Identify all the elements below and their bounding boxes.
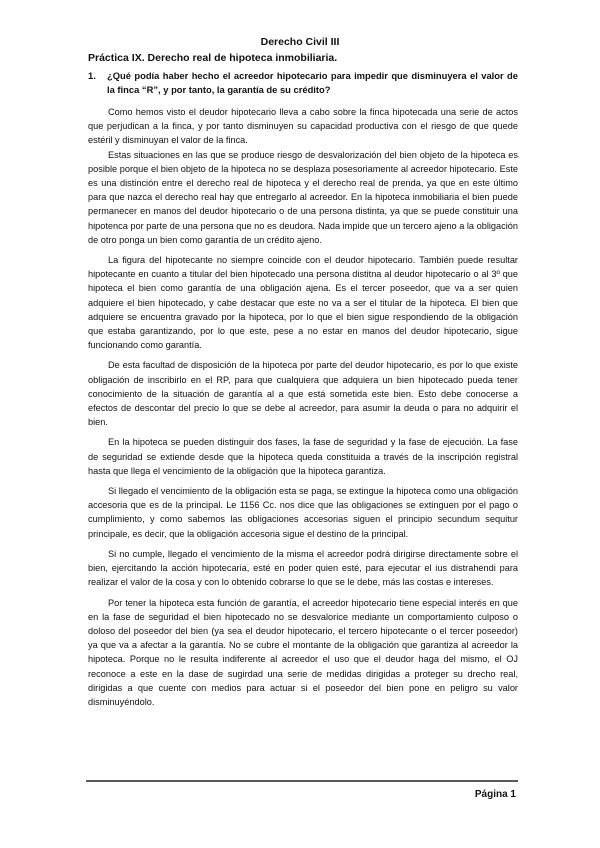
paragraph: Por tener la hipoteca esta función de garantía, el acreedor hipotecario tiene especial interés en que en la fase de seguridad el bien hipotecado no se desvalorice mediante un comportamiento culposo o doloso del poseedor del bien (ya sea el deudor hipotecario, el tercero hipotecante o el tercer poseedor) ya que va a afectar a la garantía. No se cubre el montante de la obligación que garantiza al acreedor la hipoteca. Porque no le resulta indiferente al acreedor el uso que el deudor haga del mismo, el OJ reconoce a este en la dase de sugirdad una serie de medidas dirigidas a proteger su drecho real, dirigidas a que cuente con medios para actuar si el poseedor del bien pone en peligro su valor disminuyéndolo.: [88, 597, 518, 707]
paragraph: De esta facultad de disposición de la hipoteca por parte del deudor hipotecario, es por lo que existe obligación de inscribirlo en el RP, para que cualquiera que adquiera un bien hipotecado pueda tener conocimiento de la situación de garantía al a que está sometida este bien. Esto debe conocerse a efectos de descontar del precio lo que se debe al acreedor, para asumir la deuda o para no adquirir el bien.: [88, 360, 518, 428]
practice-title: Práctica IX. Derecho real de hipoteca inmobiliaria.: [88, 52, 338, 64]
paragraph: La figura del hipotecante no siempre coincide con el deudor hipotecario. También puede resultar hipotecante en cuanto a titular del bien hipotecado una persona distitna al deudor hipotecario o al 3º que hipoteca el bien como garantía de una obligación ajena. Es el tercer poseedor, que va a ser quien adquiere el bien hipotecado, y cabe destacar que este no va a ser el titular de la hipoteca. El bien que adquiere se encuentra gravado por la hipoteca, por lo que el bien sigue respondiendo de la obligación que estaba garantizando, por lo que este, pese a no estar en manos del deudor hipotecario, sigue funcionando como garantía.: [88, 255, 518, 351]
question-text: ¿Qué podía haber hecho el acreedor hipotecario para impedir que disminuyera el valor de la finca “R”, y por tanto, la garantía de su crédito?: [107, 70, 518, 95]
paragraph: Como hemos visto el deudor hipotecario lleva a cabo sobre la finca hipotecada una serie de actos que perjudican a la finca, y por tanto disminuyen su capacidad productiva con el riesgo de que quede estéril y disminuyan el valor de la finca.: [88, 107, 518, 146]
course-title: Derecho Civil III: [260, 36, 340, 48]
question: [88, 69, 518, 97]
document-body: [88, 105, 518, 709]
question-number: 1.: [88, 70, 96, 81]
page-number: Página 1: [474, 789, 516, 800]
paragraph: Estas situaciones en las que se produce riesgo de desvalorización del bien objeto de la hipoteca es posible porque el bien objeto de la hipoteca no se desplaza posesoriamente al acreedor hipotecario. Este es una distinción entre el derecho real de hipoteca y el derecho real de prenda, ya que en este último para que nazca el derecho real hay que entregarlo al acreedor. En la hipoteca inmobiliaria el bien puede permanecer en manos del deudor hipotecario o de una persona distinta, ya que se puede constituir una hipotenca por parte de una persona que no es deudora. Nada impide que un tercero ajeno a la obligación de otro ponga un bien como garantía de un crédito ajeno.: [88, 149, 518, 245]
paragraph: Si no cumple, llegado el vencimiento de la misma el acreedor podrá dirigirse directamente sobre el bien, ejercitando la acción hipotecaria, esté en poder quien esté, para ejecutar el ius distrahendi para realizar el valor de la cosa y con lo obtenido cobrarse lo que se le debe, más las costas e intereses.: [88, 548, 518, 588]
paragraph: Si llegado el vencimiento de la obligación esta se paga, se extingue la hipoteca como una obligación accesoria que es de la principal. Le 1156 Cc. nos dice que las obligaciones se extinguen por el pago o cumplimiento, y como sabemos las obligaciones accesorias siguen el principio secundum sequitur principale, es decir, que la obligación accesoria sigue el destino de la principal.: [88, 486, 518, 539]
footer-divider: [86, 780, 518, 782]
paragraph: En la hipoteca se pueden distinguir dos fases, la fase de seguridad y la fase de ejecución. La fase de seguridad se extiende desde que la hipoteca queda constituida a través de la inscripción registral hasta que llega el vencimiento de la obligación que la hipoteca garantiza.: [88, 437, 518, 476]
